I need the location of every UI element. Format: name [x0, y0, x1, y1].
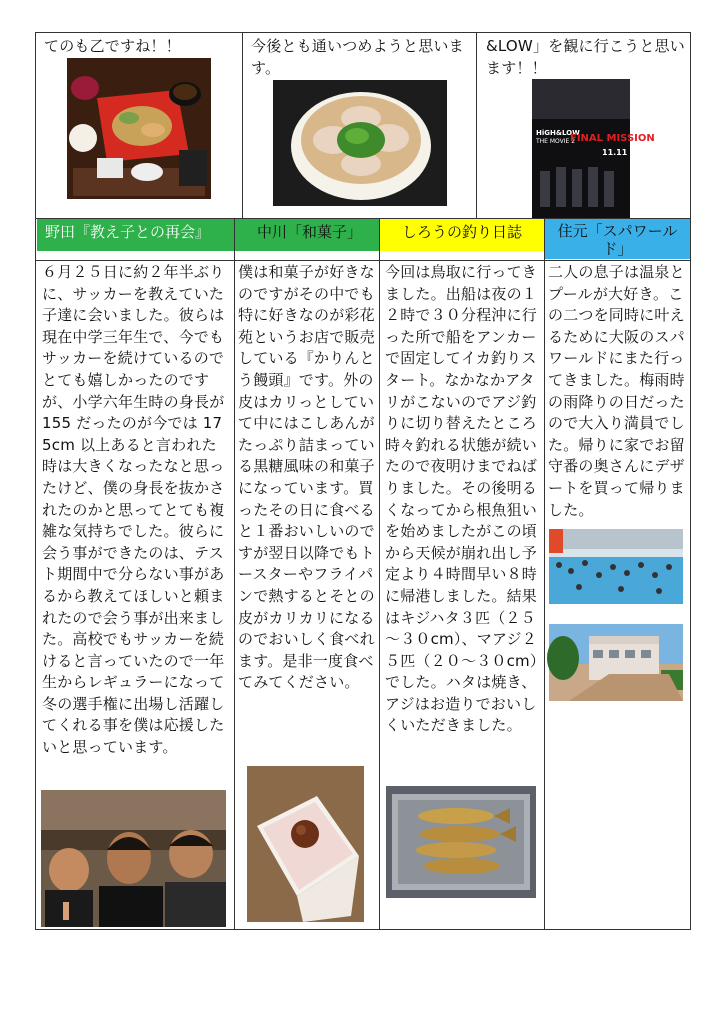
fish-catch-photo	[386, 786, 536, 898]
poster-title-3: FINAL MISSION	[570, 133, 655, 144]
grid-divider-1	[234, 218, 235, 930]
poster-date: 11.11	[602, 148, 628, 157]
grid-right-border	[690, 32, 691, 930]
header-noda: 野田『教え子との再会』	[37, 219, 234, 251]
article-noda: ６月２５日に約２年半ぶりに、サッカーを教えていた子達に会いました。彼らは現在中学三年生で、今でもサッカーを続けているのでとても嬉しかったのですが、小学六年生時の身長が 155 だったのが今では 175cm 以上あると言われた時は大きくなったなと思ったけど、僕の身長を抜かされたのかと思ってとても複雑な気持ちでした。彼らに会う事ができたのは、テスト期間中で分らない事があるから教えてほしいと頼まれたので会う事が出来ました。高校でもサッカーを続けると言っていたので一年生からレギュラーになって冬の選手権に出場し活躍してくれる事を僕は応援したいと思っています。	[42, 263, 225, 757]
grid-header-bottom	[35, 260, 691, 261]
header-sumimoto: 住元「スパワールド」	[545, 219, 690, 259]
header-nakagawa: 中川「和菓子」	[235, 219, 379, 251]
grid-header-top	[35, 218, 691, 219]
article-shirou: 今回は鳥取に行ってきました。出船は夜の１２時で３０分程沖に行った所で船をアンカーで固定してイカ釣りスタート。なかなかアタリがこないのでアジ釣りに切り替えたところ時々釣れる状態が続いたので夜明けまでねばりました。その後明るくなってから根魚狙いを始めましたがこの頃から天候が崩れ出し予定より４時間早い８時に帰港しました。結果はキジハタ３匹（２５～３０cm）、マアジ２５匹（２０～３０cm）でした。ハタは焼き、アジはお造りでおいしくいただきました。	[385, 263, 538, 735]
karinto-manju-photo	[247, 766, 364, 922]
top-col2-text: 今後とも通いつめようと思います。	[251, 37, 464, 77]
ramen-photo	[273, 80, 447, 206]
tempura-meal-photo	[67, 58, 211, 199]
poster-title-2: THE MOVIE 2	[536, 138, 576, 145]
grid-divider-2	[379, 218, 380, 930]
top-col1-text: てのも乙ですね！！	[44, 37, 181, 55]
grid-top-divider-1	[242, 32, 243, 219]
grid-divider-3	[544, 218, 545, 930]
grid-top-divider-2	[476, 32, 477, 219]
article-nakagawa: 僕は和菓子が好きなのですがその中でも特に好きなのが彩花苑というお店で販売している『かりんとう饅頭』です。外の皮はカリっとしていて中にはこしあんがたっぷり詰まっている黒糖風味の和菓子になっています。買ったその日に食べると１番おいしいのですが翌日以降でもトースターやフライパンで熱するとそとの皮がカリカリになるのでおいしく食べれます。是非一度食べてみてください。	[238, 263, 375, 692]
grid-bottom-border	[35, 929, 691, 930]
pool-photo	[549, 529, 683, 604]
movie-poster-photo	[532, 79, 655, 218]
grid-left-border	[35, 32, 36, 930]
grid-top-border	[35, 32, 691, 33]
boys-group-photo	[41, 790, 226, 927]
top-col3-text: &LOW」を観に行こうと思います！！	[486, 37, 685, 77]
header-shirou: しろうの釣り日誌	[380, 219, 544, 251]
poster-title-1: HiGH&LOW	[536, 129, 580, 137]
article-sumimoto: 二人の息子は温泉とプールが大好き。この二つを同時に叶えるために大阪のスパワールドにまた行ってきました。梅雨時の雨降りの日だったので大入り満員でした。帰りに家でお留守番の奥さんにデザートを買って帰りました。	[548, 263, 685, 519]
spaworld-building-photo	[549, 624, 683, 701]
